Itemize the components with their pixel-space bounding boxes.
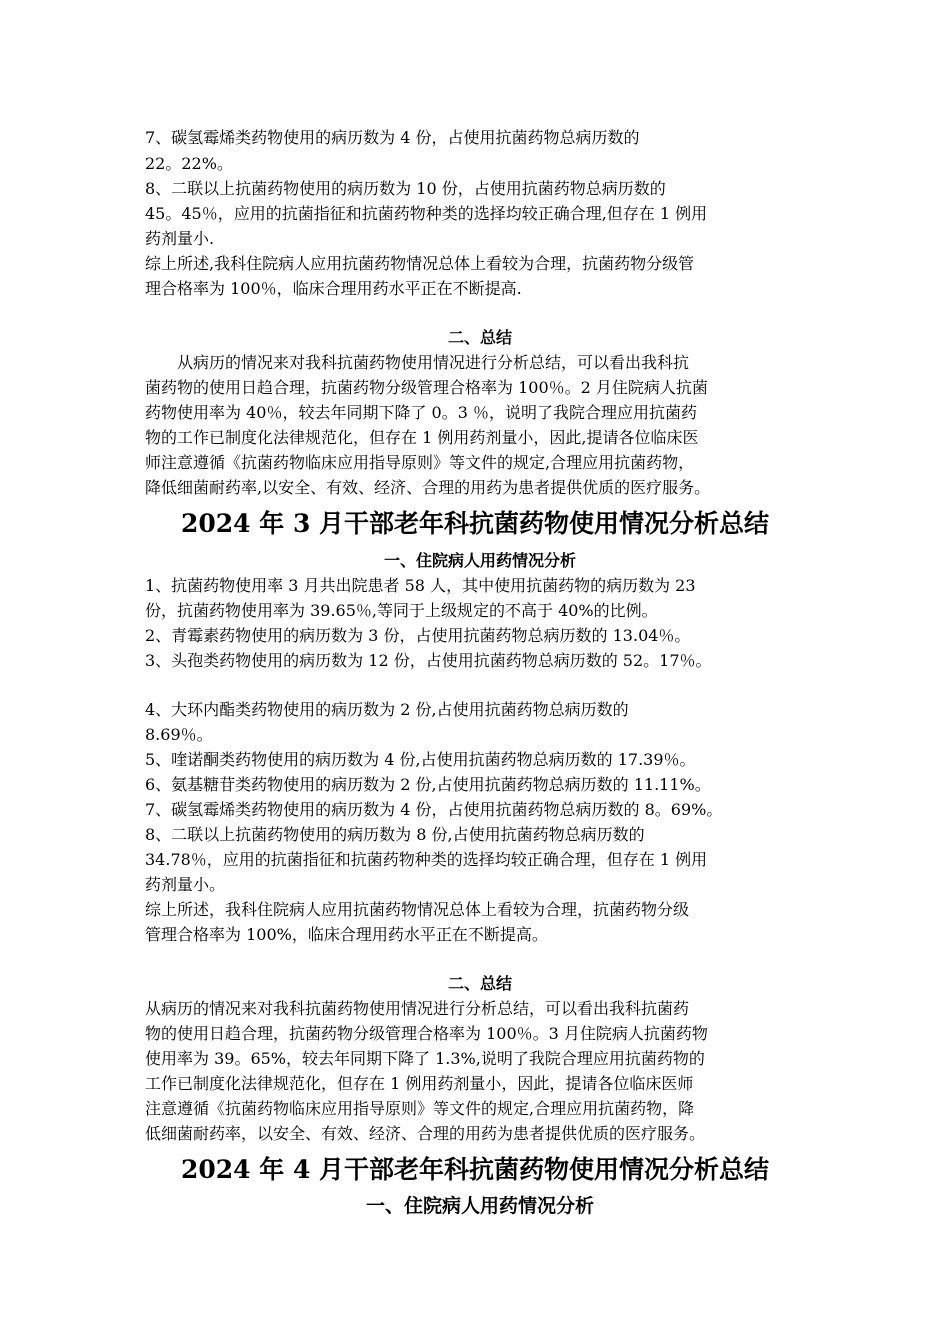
section-heading: 二、总结 (447, 974, 512, 993)
document-title: 2024 年 4 月干部老年科抗菌药物使用情况分析总结 (180, 1155, 770, 1184)
text-line: 22。22%。 (145, 154, 233, 173)
text-line: 34.78％，应用的抗菌指征和抗菌药物种类的选择均较正确合理，但存在 1 例用 (145, 850, 708, 869)
text-line: 8、二联以上抗菌药物使用的病历数为 8 份,占使用抗菌药物总病历数的 (145, 825, 645, 844)
section-heading: 一、住院病人用药情况分析 (383, 551, 576, 570)
text-line: 菌药物的使用日趋合理，抗菌药物分级管理合格率为 100％。2 月住院病人抗菌 (145, 378, 708, 397)
text-line: 45。45％，应用的抗菌指征和抗菌药物种类的选择均较正确合理,但存在 1 例用 (145, 204, 708, 223)
text-line: 8、二联以上抗菌药物使用的病历数为 10 份，占使用抗菌药物总病历数的 (145, 179, 666, 198)
text-line: 从病历的情况来对我科抗菌药物使用情况进行分析总结，可以看出我科抗 (177, 353, 690, 372)
text-line: 份，抗菌药物使用率为 39.65％,等同于上级规定的不高于 40%的比例。 (145, 601, 658, 620)
text-line: 7、碳氢霉烯类药物使用的病历数为 4 份，占使用抗菌药物总病历数的 8。69%。 (145, 800, 723, 819)
text-line: 2、青霉素药物使用的病历数为 3 份，占使用抗菌药物总病历数的 13.04％。 (145, 626, 691, 645)
section-heading: 一、住院病人用药情况分析 (365, 1195, 594, 1217)
text-line: 7、碳氢霉烯类药物使用的病历数为 4 份，占使用抗菌药物总病历数的 (145, 128, 640, 147)
text-line: 物的工作已制度化法律规范化，但存在 1 例用药剂量小，因此,提请各位临床医 (145, 428, 699, 447)
text-line: 工作已制度化法律规范化，但存在 1 例用药剂量小，因此，提请各位临床医师 (145, 1074, 694, 1093)
text-line: 使用率为 39。65%，较去年同期下降了 1.3%,说明了我院合理应用抗菌药物的 (145, 1049, 705, 1068)
text-line: 5、喹诺酮类药物使用的病历数为 4 份,占使用抗菌药物总病历数的 17.39％。 (145, 750, 696, 769)
section-heading: 二、总结 (447, 328, 512, 347)
text-line: 管理合格率为 100%，临床合理用药水平正在不断提高。 (145, 925, 548, 944)
text-line: 4、大环内酯类药物使用的病历数为 2 份,占使用抗菌药物总病历数的 (145, 700, 629, 719)
text-line: 6、氨基糖苷类药物使用的病历数为 2 份,占使用抗菌药物总病历数的 11.11%。 (145, 775, 711, 794)
text-line: 药物使用率为 40％，较去年同期下降了 0。3 ％，说明了我院合理应用抗菌药 (145, 403, 697, 422)
text-line: 1、抗菌药物使用率 3 月共出院患者 58 人，其中使用抗菌药物的病历数为 23 (145, 576, 696, 595)
text-line: 师注意遵循《抗菌药物临床应用指导原则》等文件的规定,合理应用抗菌药物， (145, 453, 695, 472)
text-line: 降低细菌耐药率,以安全、有效、经济、合理的用药为患者提供优质的医疗服务。 (145, 478, 711, 497)
text-line: 低细菌耐药率，以安全、有效、经济、合理的用药为患者提供优质的医疗服务。 (145, 1124, 706, 1143)
document-title: 2024 年 3 月干部老年科抗菌药物使用情况分析总结 (180, 509, 770, 538)
text-line: 理合格率为 100％，临床合理用药水平正在不断提高. (145, 279, 522, 298)
text-line: 从病历的情况来对我科抗菌药物使用情况进行分析总结，可以看出我科抗菌药 (145, 999, 690, 1018)
text-line: 3、头孢类药物使用的病历数为 12 份，占使用抗菌药物总病历数的 52。17％。 (145, 651, 712, 670)
text-line: 物的使用日趋合理，抗菌药物分级管理合格率为 100％。3 月住院病人抗菌药物 (145, 1024, 708, 1043)
text-line: 药剂量小。 (145, 875, 226, 894)
text-line: 综上所述,我科住院病人应用抗菌药物情况总体上看较为合理，抗菌药物分级管 (145, 254, 695, 273)
text-line: 综上所述，我科住院病人应用抗菌药物情况总体上看较为合理，抗菌药物分级 (145, 900, 690, 919)
text-line: 注意遵循《抗菌药物临床应用指导原则》等文件的规定,合理应用抗菌药物，降 (145, 1099, 695, 1118)
text-line: 8.69％。 (145, 725, 213, 744)
text-line: 药剂量小. (145, 229, 215, 248)
